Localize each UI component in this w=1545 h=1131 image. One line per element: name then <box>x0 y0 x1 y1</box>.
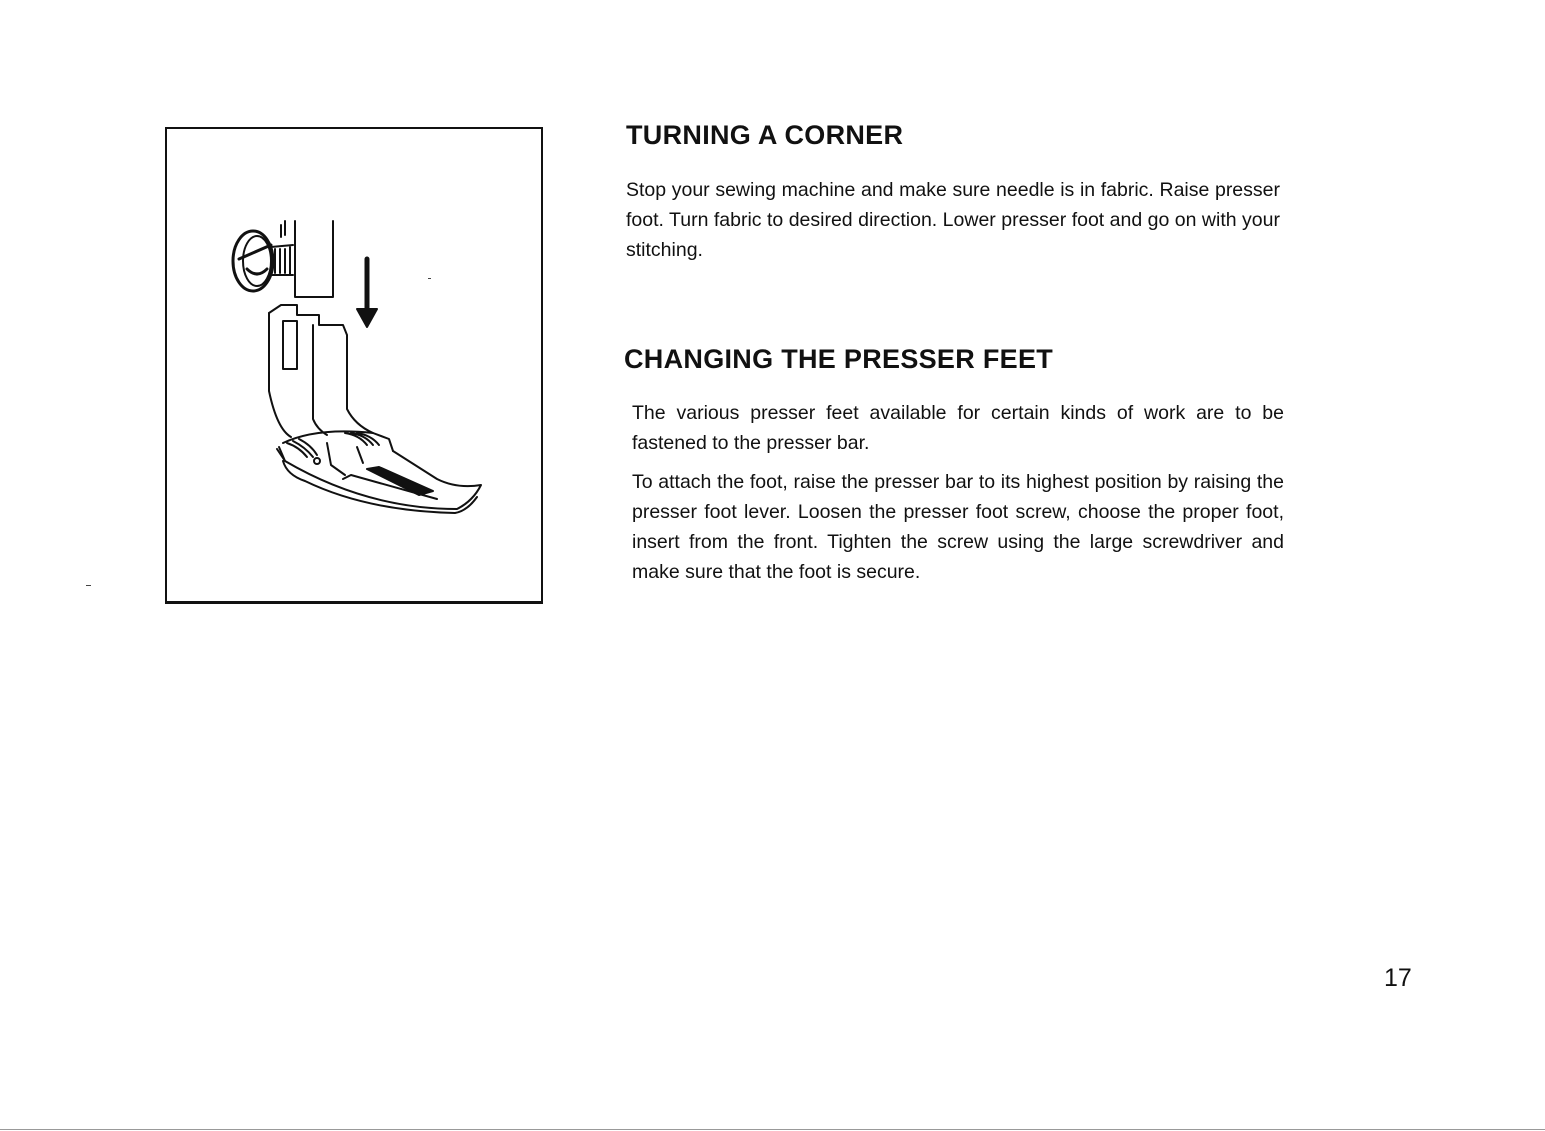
figure-frame <box>165 127 543 604</box>
scan-speck <box>428 278 431 279</box>
turning-a-corner-paragraph: Stop your sewing machine and make sure needle is in fabric. Raise presser foot. Turn fabric to desired direction. Lower presser foot and go on with your stitching. <box>626 179 1280 261</box>
presser-foot-illustration <box>167 129 541 601</box>
changing-presser-feet-paragraph-1: The various presser feet available for certain kinds of work are to be fastened to the presser bar. <box>632 402 1284 454</box>
changing-presser-feet-paragraph-2: To attach the foot, raise the presser bar to its highest position by raising the presser foot lever. Loosen the presser foot screw, choose the proper foot, insert from the front. Tighten the screw using the large screwdriver and make sure that the foot is secure. <box>632 471 1284 583</box>
bottom-edge-rule <box>0 1129 1545 1130</box>
page-number: 17 <box>1384 964 1412 992</box>
section-title-changing-the-presser-feet: CHANGING THE PRESSER FEET <box>624 344 1054 374</box>
section-title-turning-a-corner: TURNING A CORNER <box>626 120 904 150</box>
scan-speck <box>86 585 91 586</box>
